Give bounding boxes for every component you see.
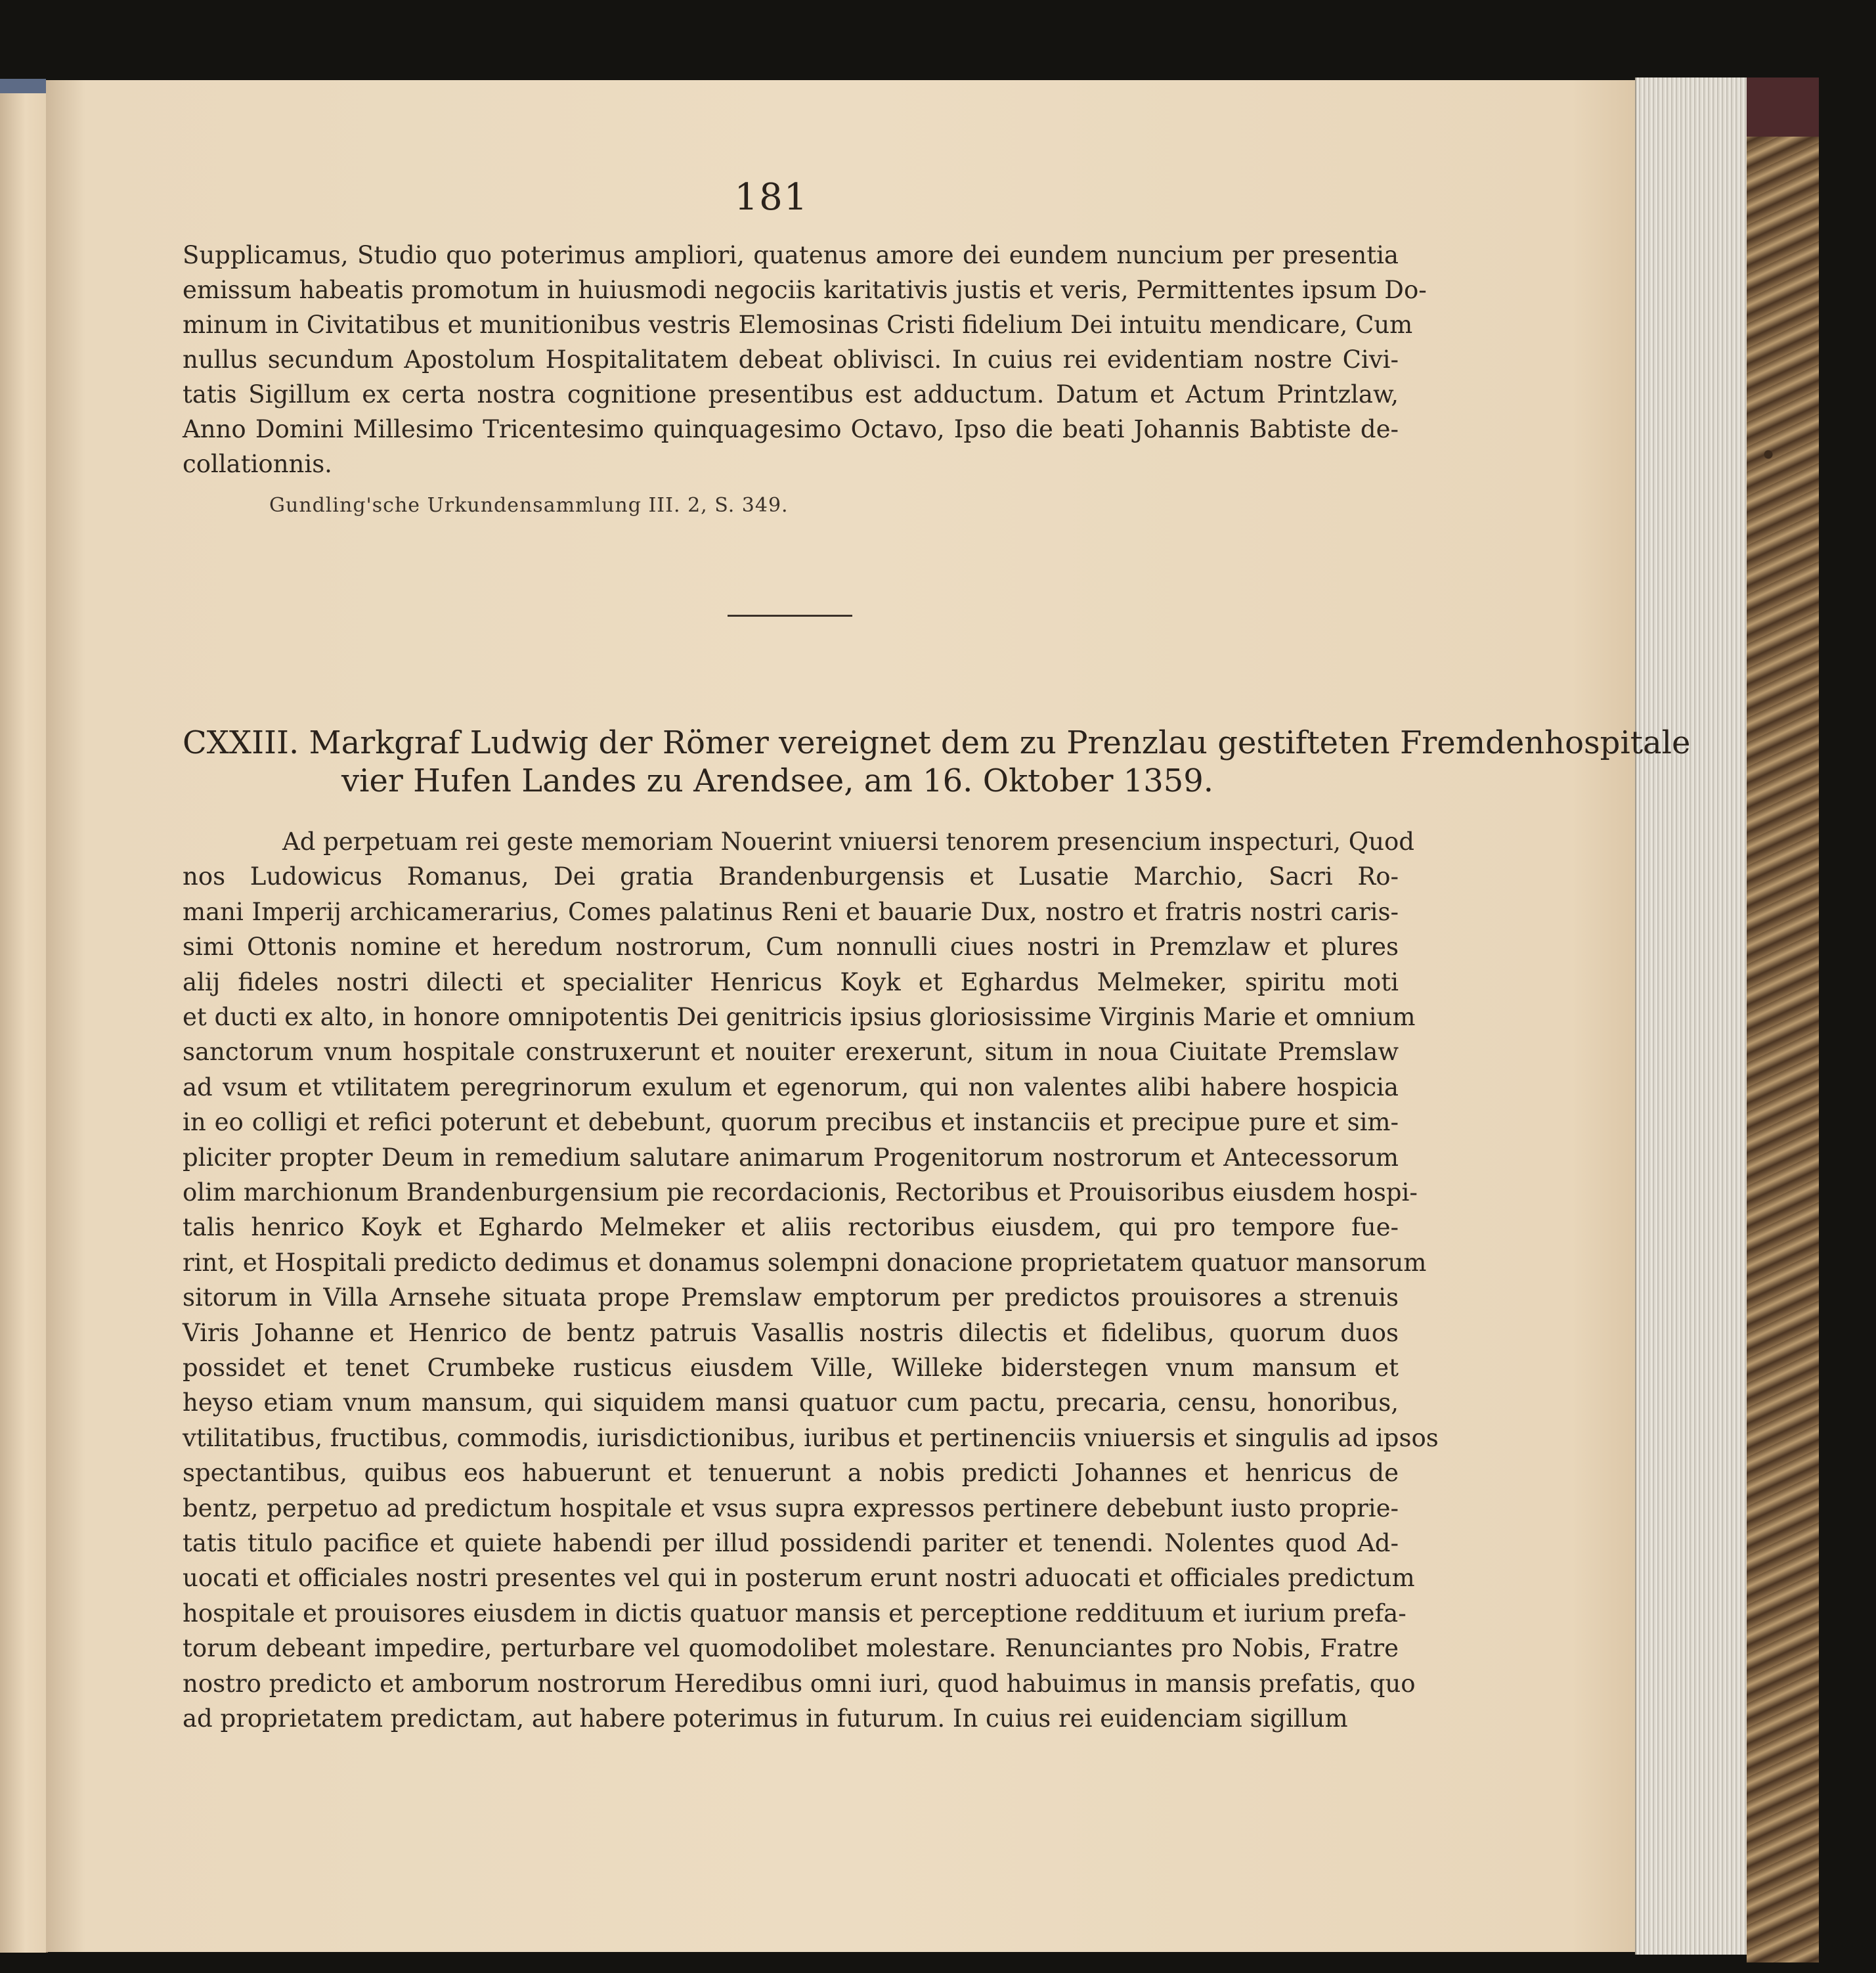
text-line: nostro predicto et amborum nostrorum Heredibus omni iuri, quod habuimus in mansis prefatis, quo bbox=[183, 1669, 1416, 1698]
text-line: tatis titulo pacifice et quiete habendi per illud possidendi pariter et tenendi. Nolentes quod Ad- bbox=[183, 1529, 1399, 1557]
text-line: torum debeant impedire, perturbare vel quomodolibet molestare. Renunciantes pro Nobis, Fratre bbox=[183, 1634, 1399, 1663]
marbled-cover bbox=[1747, 78, 1819, 1962]
text-line: Ad perpetuam rei geste memoriam Nouerint vniuersi tenorem presencium inspecturi, Quod bbox=[282, 828, 1414, 856]
text-line: possidet et tenet Crumbeke rusticus eiusdem Ville, Willeke biderstegen vnum mansum et bbox=[183, 1354, 1399, 1382]
cover-leather bbox=[1747, 78, 1819, 137]
previous-page-edge bbox=[0, 84, 48, 1953]
text-line: et ducti ex alto, in honore omnipotentis Dei genitricis ipsius gloriosissime Virginis Marie et omnium bbox=[183, 1003, 1416, 1031]
text-line: talis henrico Koyk et Eghardo Melmeker et aliis rectoribus eiusdem, qui pro tempore fue- bbox=[183, 1213, 1399, 1242]
document-title-line-1: Markgraf Ludwig der Römer vereignet dem zu Prenzlau gestifteten Fremdenhospitale bbox=[309, 724, 1691, 761]
source-citation: Gundling'sche Urkundensammlung III. 2, S. 349. bbox=[269, 494, 789, 517]
text-line: Viris Johanne et Henrico de bentz patruis Vasallis nostris dilectis et fidelibus, quorum duos bbox=[183, 1318, 1399, 1347]
text-line: alij fideles nostri dilecti et specialiter Henricus Koyk et Eghardus Melmeker, spiritu moti bbox=[183, 967, 1399, 996]
document-number: CXXIII. bbox=[183, 724, 299, 761]
text-line: sanctorum vnum hospitale construxerunt et nouiter erexerunt, situm in noua Ciuitate Premslaw bbox=[183, 1038, 1399, 1067]
text-line: collationnis. bbox=[183, 450, 332, 478]
text-line: emissum habeatis promotum in huiusmodi negociis karitativis justis et veris, Permittentes ipsum Do- bbox=[183, 276, 1427, 304]
text-line: nullus secundum Apostolum Hospitalitatem debeat oblivisci. In cuius rei evidentiam nostre Civi- bbox=[183, 345, 1399, 374]
page-number: 181 bbox=[734, 176, 809, 219]
text-line: spectantibus, quibus eos habuerunt et tenuerunt a nobis predicti Johannes et henricus de bbox=[183, 1459, 1399, 1488]
text-line: minum in Civitatibus et munitionibus vestris Elemosinas Cristi fidelium Dei intuitu mendicare, Cum bbox=[183, 311, 1413, 339]
document-title-line-2: vier Hufen Landes zu Arendsee, am 16. Oktober 1359. bbox=[341, 763, 1214, 799]
text-line: simi Ottonis nomine et heredum nostrorum, Cum nonnulli ciues nostri in Premzlaw et plures bbox=[183, 933, 1399, 962]
text-line: Anno Domini Millesimo Tricentesimo quinquagesimo Octavo, Ipso die beati Johannis Babtiste de- bbox=[183, 415, 1399, 443]
text-line: tatis Sigillum ex certa nostra cognitione presentibus est adductum. Datum et Actum Printzlaw, bbox=[183, 380, 1399, 409]
text-line: pliciter propter Deum in remedium salutare animarum Progenitorum nostrorum et Antecessorum bbox=[183, 1143, 1399, 1172]
binding-strip bbox=[0, 79, 46, 93]
text-line: hospitale et prouisores eiusdem in dictis quatuor mansis et perceptione reddituum et iurium prefa- bbox=[183, 1599, 1407, 1628]
text-line: nos Ludowicus Romanus, Dei gratia Brandenburgensis et Lusatie Marchio, Sacri Ro- bbox=[183, 862, 1399, 891]
page-edges bbox=[1635, 78, 1748, 1955]
text-line: olim marchionum Brandenburgensium pie recordacionis, Rectoribus et Prouisoribus eiusdem hospi- bbox=[183, 1178, 1418, 1207]
section-divider bbox=[728, 615, 852, 617]
text-line: rint, et Hospitali predicto dedimus et donamus solempni donacione proprietatem quatuor mansorum bbox=[183, 1248, 1427, 1277]
text-line: ad vsum et vtilitatem peregrinorum exulum et egenorum, qui non valentes alibi habere hospicia bbox=[183, 1073, 1399, 1101]
text-line: heyso etiam vnum mansum, qui siquidem mansi quatuor cum pactu, precaria, censu, honoribus, bbox=[183, 1388, 1399, 1417]
text-line: sitorum in Villa Arnsehe situata prope Premslaw emptorum per predictos prouisores a strenuis bbox=[183, 1283, 1399, 1312]
text-line: Supplicamus, Studio quo poterimus ampliori, quatenus amore dei eundem nuncium per presentia bbox=[183, 241, 1399, 269]
text-line: ad proprietatem predictam, aut habere poterimus in futurum. In cuius rei euidenciam sigillum bbox=[183, 1704, 1348, 1733]
text-line: bentz, perpetuo ad predictum hospitale et vsus supra expressos pertinere debebunt iusto proprie- bbox=[183, 1494, 1399, 1522]
text-line: mani Imperij archicamerarius, Comes palatinus Reni et bauarie Dux, nostro et fratris nostri caris- bbox=[183, 897, 1399, 926]
text-line: vtilitatibus, fructibus, commodis, iurisdictionibus, iuribus et pertinenciis vniuersis et singulis ad ipsos bbox=[183, 1423, 1439, 1452]
text-line: in eo colligi et refici poterunt et debebunt, quorum precibus et instanciis et precipue pure et sim- bbox=[183, 1108, 1399, 1137]
document-heading-line-1 bbox=[183, 724, 1691, 762]
text-line: uocati et officiales nostri presentes vel qui in posterum erunt nostri aduocati et officiales predictum bbox=[183, 1564, 1415, 1593]
